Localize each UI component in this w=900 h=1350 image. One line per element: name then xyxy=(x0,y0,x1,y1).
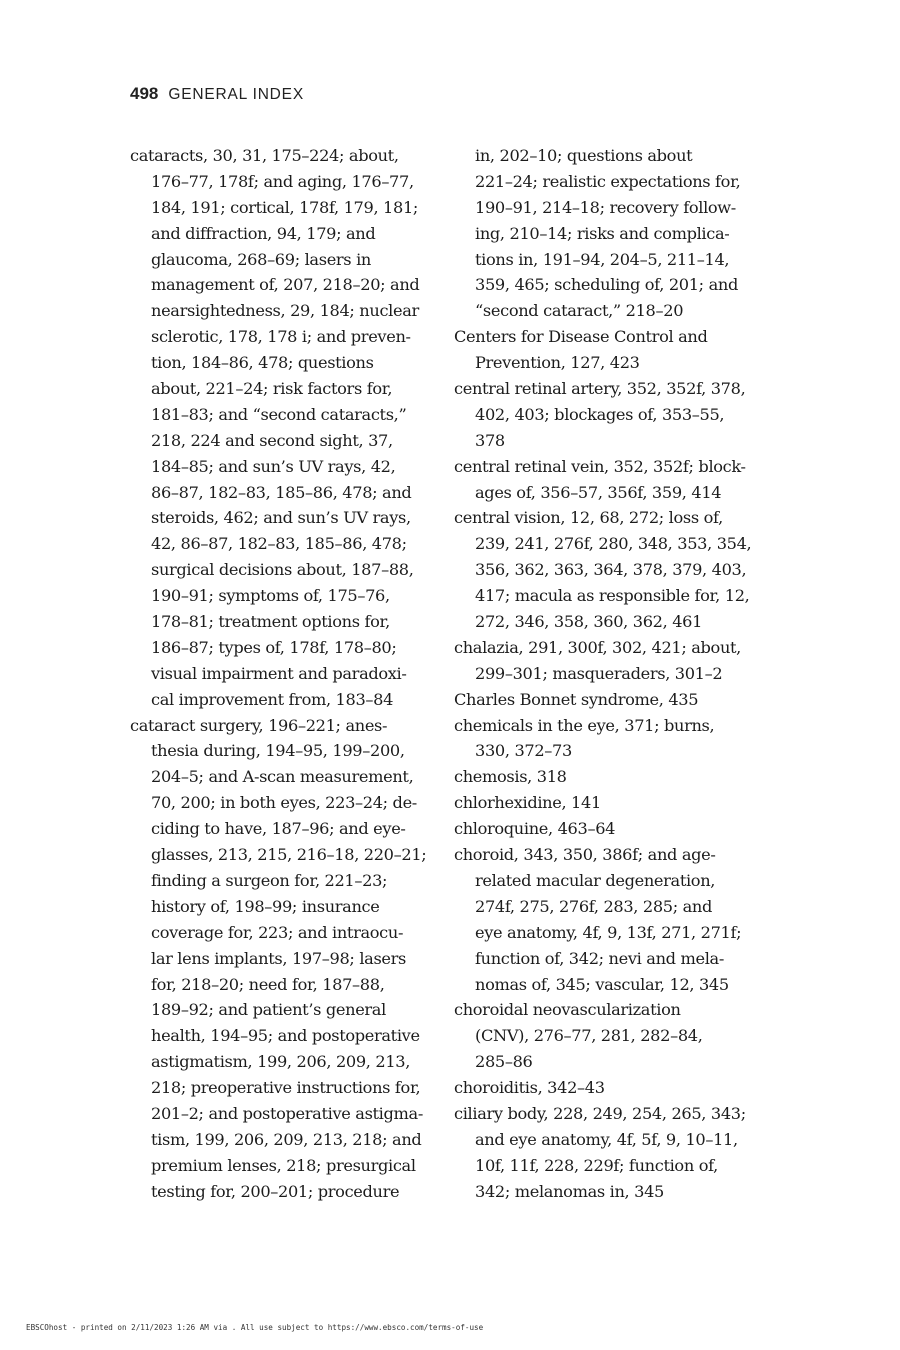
index-entry-start: chemicals in the eye, 371; burns, xyxy=(454,715,715,735)
index-entry-continuation: 272, 346, 358, 360, 362, 461 xyxy=(475,612,703,632)
index-entry-continuation: management of, 207, 218–20; and xyxy=(151,275,420,295)
index-entry-continuation: 10f, 11f, 228, 229f; function of, xyxy=(475,1155,718,1175)
index-entry-start: ciliary body, 228, 249, 254, 265, 343; xyxy=(454,1103,746,1123)
index-entry-start: central vision, 12, 68, 272; loss of, xyxy=(454,508,723,528)
index-entry-continuation: for, 218–20; need for, 187–88, xyxy=(151,974,385,994)
index-entry-continuation: glaucoma, 268–69; lasers in xyxy=(151,249,371,269)
index-entry-continuation: nomas of, 345; vascular, 12, 345 xyxy=(475,974,729,994)
index-entry-continuation: related macular degeneration, xyxy=(475,870,716,890)
index-entry-continuation: 359, 465; scheduling of, 201; and xyxy=(475,275,738,295)
index-entry-continuation: steroids, 462; and sun’s UV rays, xyxy=(151,508,411,528)
index-entry-continuation: 201–2; and postoperative astigma- xyxy=(151,1103,423,1123)
index-entry-continuation: 218; preoperative instructions for, xyxy=(151,1078,421,1098)
index-entry-continuation: 330, 372–73 xyxy=(475,741,572,761)
index-entry-continuation: and eye anatomy, 4f, 5f, 9, 10–11, xyxy=(475,1129,738,1149)
index-entry-continuation: and diffraction, 94, 179; and xyxy=(151,223,376,243)
index-entry-continuation: cal improvement from, 183–84 xyxy=(151,689,394,709)
index-entry-start: central retinal vein, 352, 352f; block- xyxy=(454,456,746,476)
index-entry-start: choroiditis, 342–43 xyxy=(454,1078,605,1098)
index-entry-start: chlorhexidine, 141 xyxy=(454,793,601,813)
index-entry-start: chalazia, 291, 300f, 302, 421; about, xyxy=(454,637,741,657)
index-entry-continuation: tion, 184–86, 478; questions xyxy=(151,353,374,373)
index-entry-continuation: sclerotic, 178, 178 i; and preven- xyxy=(151,327,411,347)
index-entry-continuation: “second cataract,” 218–20 xyxy=(475,301,684,321)
index-entry-continuation: 70, 200; in both eyes, 223–24; de- xyxy=(151,793,417,813)
print-footer: EBSCOhost - printed on 2/11/2023 1:26 AM via . All use subject to https://www.ebsco.com/terms-of-use xyxy=(26,1323,484,1332)
index-entry-continuation: visual impairment and paradoxi- xyxy=(151,663,407,683)
index-entry-continuation: tions in, 191–94, 204–5, 211–14, xyxy=(475,249,730,269)
section-title: GENERAL INDEX xyxy=(168,86,304,103)
index-entry-continuation: 190–91, 214–18; recovery follow- xyxy=(475,197,736,217)
index-entry-continuation: 239, 241, 276f, 280, 348, 353, 354, xyxy=(475,534,752,554)
index-entry-continuation: 274f, 275, 276f, 283, 285; and xyxy=(475,896,713,916)
index-entry-continuation: tism, 199, 206, 209, 213, 218; and xyxy=(151,1129,422,1149)
index-entry-continuation: nearsightedness, 29, 184; nuclear xyxy=(151,301,419,321)
index-entry-continuation: 186–87; types of, 178f, 178–80; xyxy=(151,637,397,657)
index-column-right xyxy=(454,143,764,1205)
index-entry-continuation: 417; macula as responsible for, 12, xyxy=(475,586,750,606)
index-entry-continuation: Prevention, 127, 423 xyxy=(475,353,640,373)
index-entry-continuation: 189–92; and patient’s general xyxy=(151,1000,386,1020)
index-entry-continuation: 181–83; and “second cataracts,” xyxy=(151,404,407,424)
index-entry-continuation: thesia during, 194–95, 199–200, xyxy=(151,741,405,761)
index-entry-continuation: astigmatism, 199, 206, 209, 213, xyxy=(151,1052,411,1072)
index-entry-continuation: 402, 403; blockages of, 353–55, xyxy=(475,404,725,424)
index-entry-start: chemosis, 318 xyxy=(454,767,567,787)
index-entry-continuation: 342; melanomas in, 345 xyxy=(475,1181,664,1201)
index-entry-start: choroidal neovascularization xyxy=(454,1000,681,1020)
index-entry-continuation: 356, 362, 363, 364, 378, 379, 403, xyxy=(475,560,747,580)
index-entry-continuation: 178–81; treatment options for, xyxy=(151,612,390,632)
index-entry-continuation: function of, 342; nevi and mela- xyxy=(475,948,724,968)
index-entry-continuation: 299–301; masqueraders, 301–2 xyxy=(475,663,723,683)
index-entry-continuation: 176–77, 178f; and aging, 176–77, xyxy=(151,171,414,191)
index-entry-continuation: in, 202–10; questions about xyxy=(475,146,693,165)
index-entry-continuation: history of, 198–99; insurance xyxy=(151,896,380,916)
index-entry-continuation: 184, 191; cortical, 178f, 179, 181; xyxy=(151,197,418,217)
index-entry-continuation: premium lenses, 218; presurgical xyxy=(151,1155,416,1175)
index-entry-continuation: glasses, 213, 215, 216–18, 220–21; xyxy=(151,845,427,865)
index-entry-continuation: coverage for, 223; and intraocu- xyxy=(151,922,404,942)
index-entry-continuation: testing for, 200–201; procedure xyxy=(151,1181,400,1201)
index-entry-start: cataracts, 30, 31, 175–224; about, xyxy=(130,146,399,165)
index-entry-continuation: 285–86 xyxy=(475,1052,533,1072)
index-entry-start: chloroquine, 463–64 xyxy=(454,819,616,839)
index-entry-continuation: lar lens implants, 197–98; lasers xyxy=(151,948,406,968)
page-number: 498 xyxy=(130,84,159,103)
index-entry-continuation: surgical decisions about, 187–88, xyxy=(151,560,414,580)
index-entry-start: Centers for Disease Control and xyxy=(454,327,708,347)
index-entry-continuation: 221–24; realistic expectations for, xyxy=(475,171,741,191)
index-entry-continuation: 86–87, 182–83, 185–86, 478; and xyxy=(151,482,412,502)
running-header xyxy=(130,84,304,104)
index-entry-continuation: 378 xyxy=(475,430,505,450)
index-column-left xyxy=(130,143,440,1205)
index-entry-continuation: about, 221–24; risk factors for, xyxy=(151,379,393,399)
index-entry-start: cataract surgery, 196–221; anes- xyxy=(130,715,388,735)
index-entry-continuation: 184–85; and sun’s UV rays, 42, xyxy=(151,456,396,476)
index-entry-start: Charles Bonnet syndrome, 435 xyxy=(454,689,699,709)
index-entry-continuation: health, 194–95; and postoperative xyxy=(151,1026,420,1046)
index-entry-continuation: ciding to have, 187–96; and eye- xyxy=(151,819,406,839)
index-entry-continuation: ages of, 356–57, 356f, 359, 414 xyxy=(475,482,722,502)
index-entry-continuation: 42, 86–87, 182–83, 185–86, 478; xyxy=(151,534,407,554)
index-entry-continuation: ing, 210–14; risks and complica- xyxy=(475,223,730,243)
index-entry-continuation: 204–5; and A-scan measurement, xyxy=(151,767,414,787)
index-entry-start: choroid, 343, 350, 386f; and age- xyxy=(454,845,716,865)
index-entry-continuation: 218, 224 and second sight, 37, xyxy=(151,430,393,450)
index-entry-continuation: eye anatomy, 4f, 9, 13f, 271, 271f; xyxy=(475,922,742,942)
index-entry-continuation: finding a surgeon for, 221–23; xyxy=(151,870,388,890)
index-entry-continuation: 190–91; symptoms of, 175–76, xyxy=(151,586,390,606)
index-entry-continuation: (CNV), 276–77, 281, 282–84, xyxy=(475,1026,703,1046)
index-entry-start: central retinal artery, 352, 352f, 378, xyxy=(454,379,746,399)
